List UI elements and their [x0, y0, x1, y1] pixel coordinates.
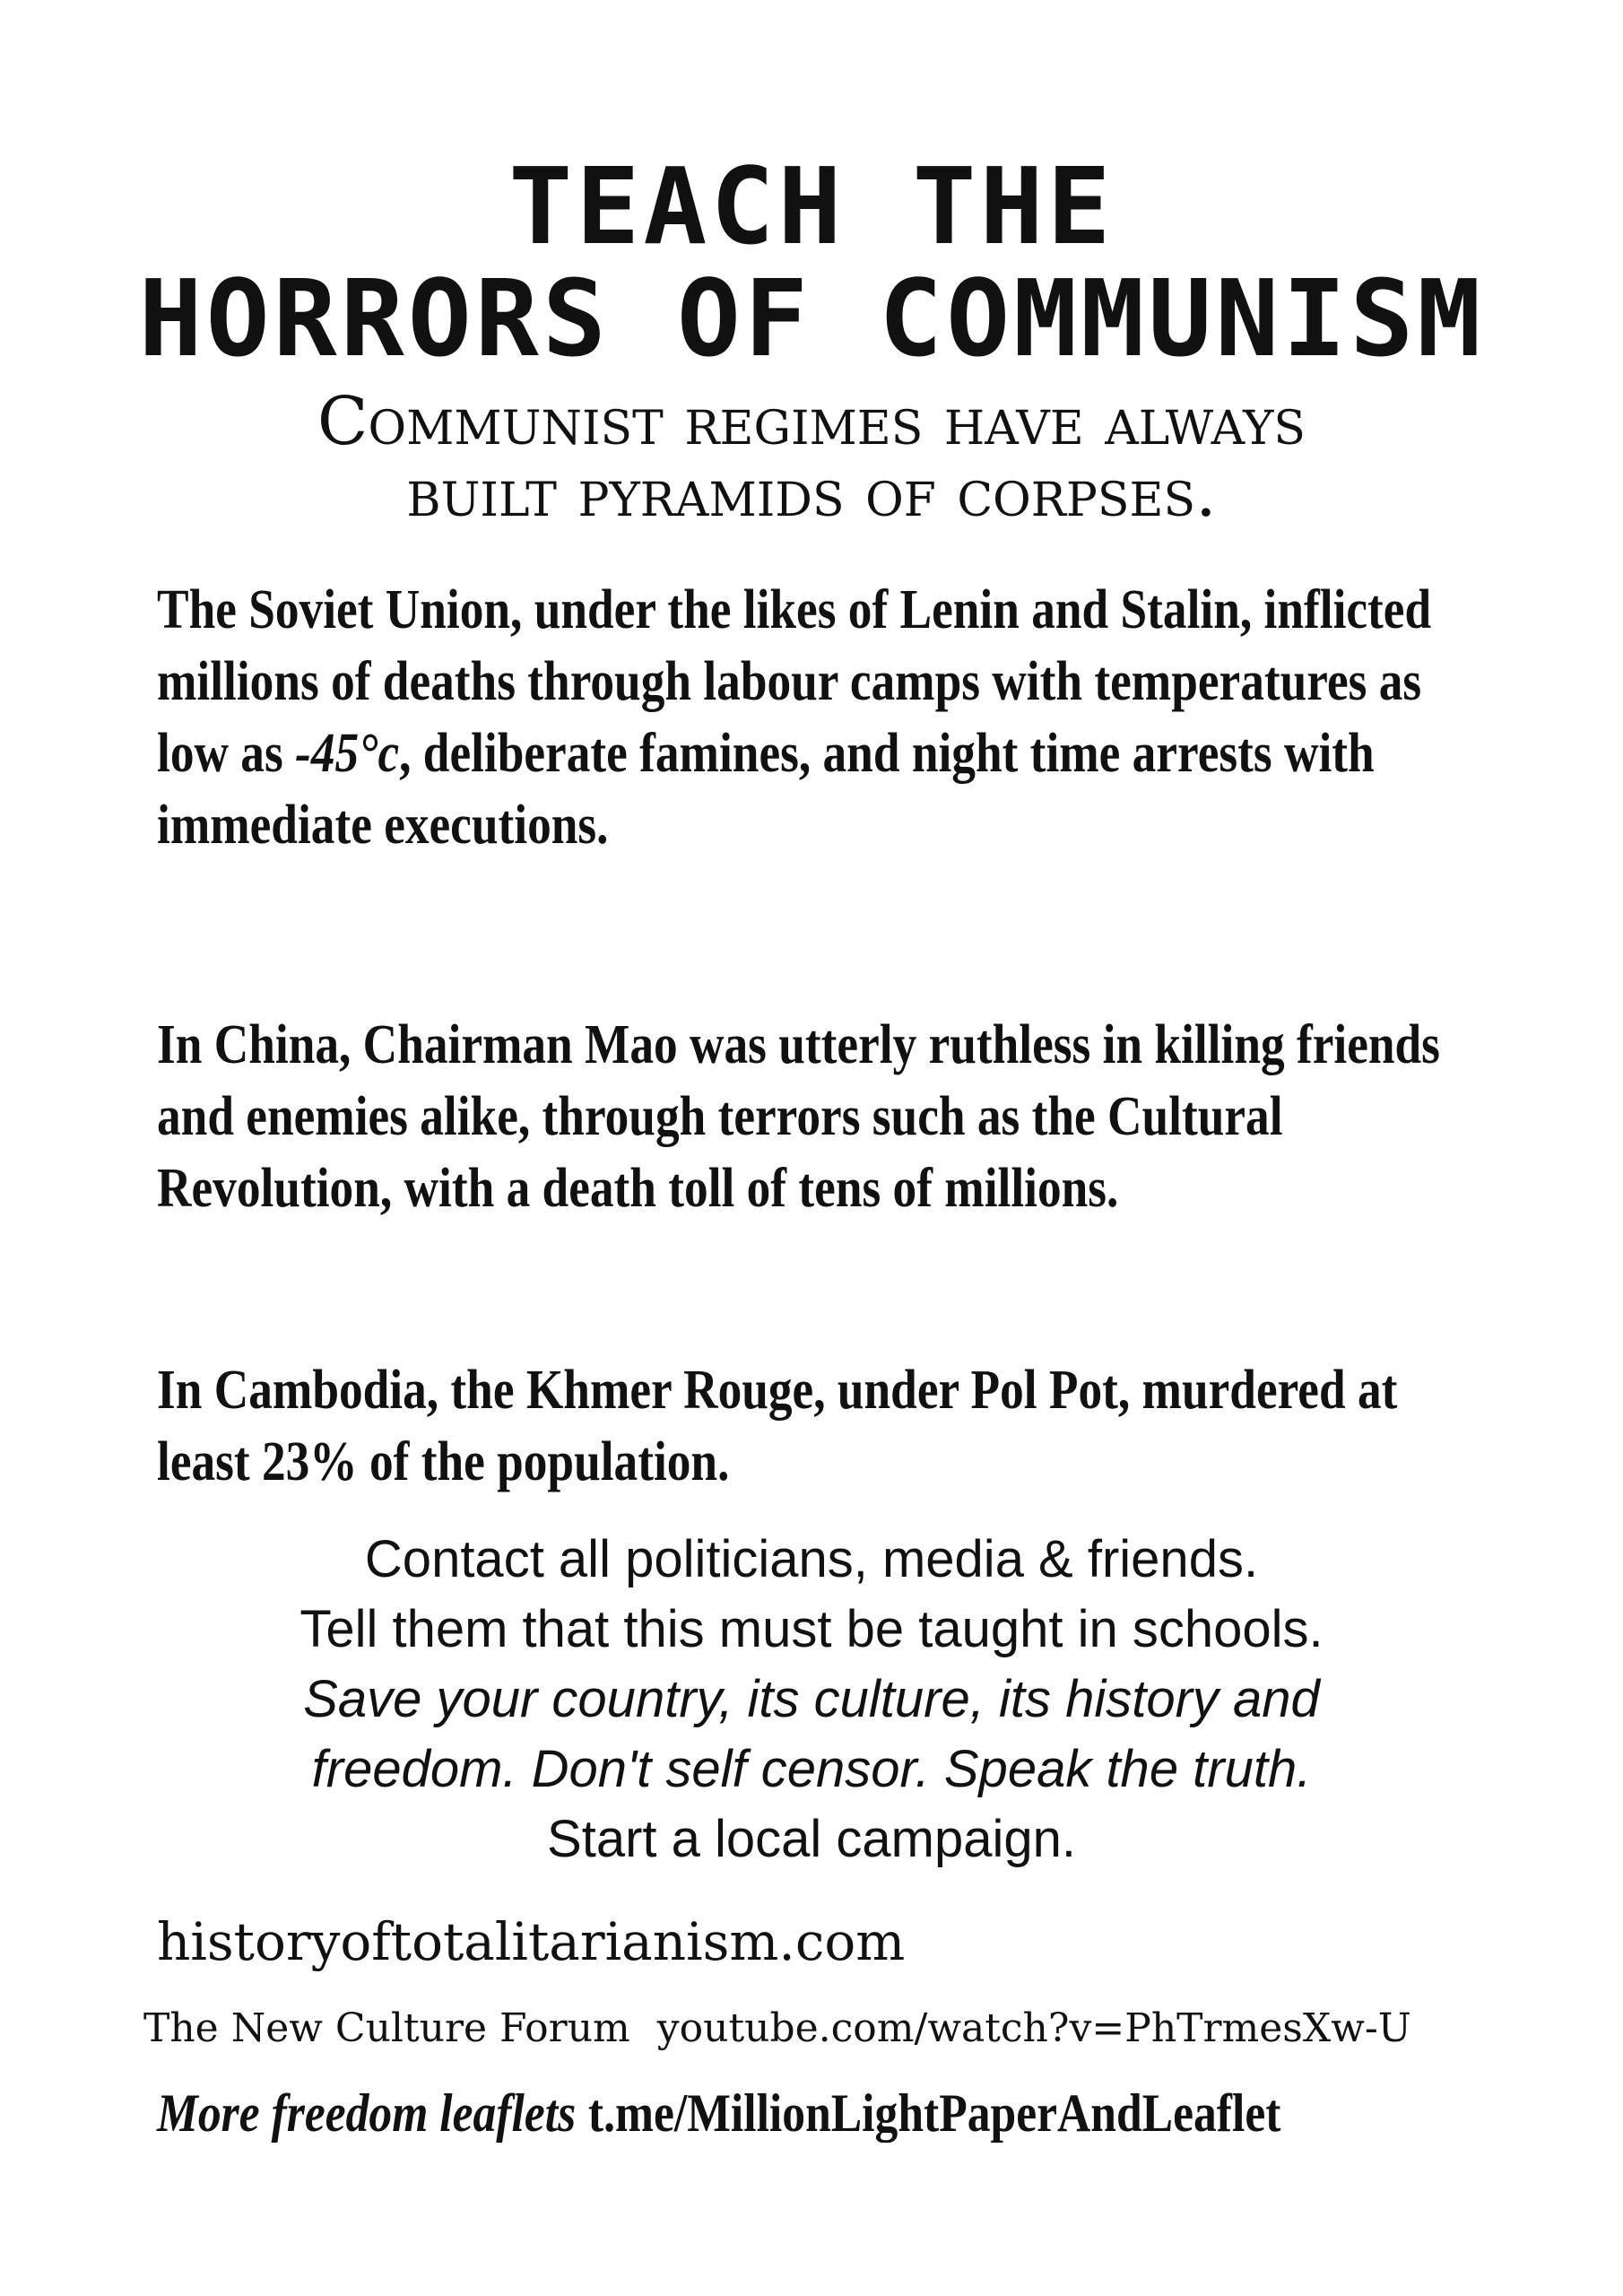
- more-leaflets-label: More freedom leaflets: [157, 2083, 577, 2143]
- subheadline-line-2: built pyramids of corpses.: [406, 455, 1217, 532]
- paragraph-china: In China, Chairman Mao was utterly ruthless in killing friends and enemies alike, through terrors such as the Cultural Revolution, with a death toll of tens of millions.: [157, 1014, 1440, 1219]
- call-to-action-line-2: Tell them that this must be taught in schools.: [299, 1600, 1324, 1658]
- forum-row: [143, 2002, 1411, 2056]
- call-to-action-line-4: freedom. Don't self censor. Speak the truth.: [311, 1740, 1312, 1798]
- headline-line-1: TEACH THE: [508, 144, 1115, 268]
- website-link[interactable]: historyoftotalitarianism.com: [157, 1911, 906, 1972]
- paragraph-soviet-emphasis: -45°c: [295, 723, 400, 784]
- paragraph-cambodia: In Cambodia, the Khmer Rouge, under Pol Pot, murdered at least 23% of the population.: [157, 1360, 1398, 1492]
- call-to-action-line-1: Contact all politicians, media & friends.: [364, 1530, 1259, 1588]
- call-to-action-line-3: Save your country, its culture, its history and: [303, 1670, 1320, 1728]
- paragraph-soviet-text-before: The Soviet Union, under the likes of Lenin and Stalin, inflicted millions of deaths through labour camps with temperatures as low as: [157, 579, 1432, 784]
- forum-name: The New Culture Forum: [143, 2005, 630, 2051]
- paragraph-soviet-text-after: , deliberate famines, and night time arrests with immediate executions.: [157, 723, 1375, 856]
- youtube-link[interactable]: youtube.com/watch?v=PhTrmesXw-U: [656, 2005, 1411, 2051]
- headline-line-2: HORRORS OF COMMUNISM: [138, 257, 1485, 380]
- more-leaflets-row: [157, 2079, 1280, 2147]
- call-to-action-line-5: Start a local campaign.: [547, 1810, 1076, 1868]
- paragraph-soviet: [157, 574, 1483, 861]
- subheadline-line-1: Communist regimes have always: [317, 383, 1306, 460]
- telegram-link[interactable]: t.me/MillionLightPaperAndLeaflet: [587, 2083, 1281, 2143]
